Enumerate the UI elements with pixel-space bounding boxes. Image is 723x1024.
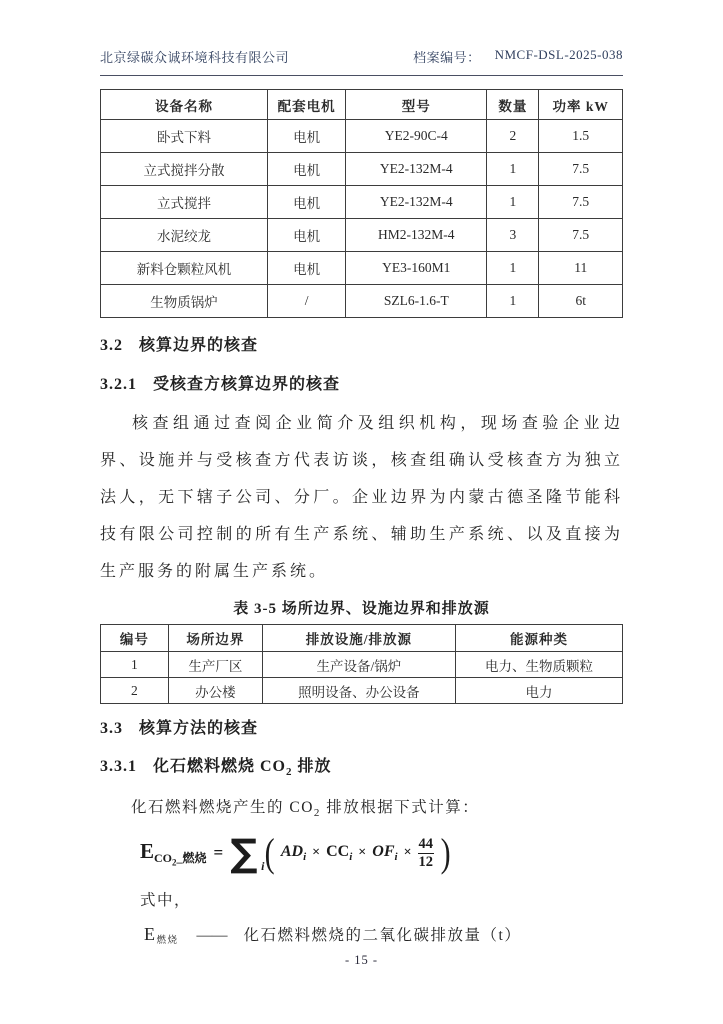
page-number: - 15 - (344, 953, 379, 967)
table-cell: 水泥绞龙 (101, 219, 268, 252)
table-cell: 7.5 (539, 153, 623, 186)
archive-label: 档案编号： (413, 50, 481, 65)
table-cell: 电机 (268, 252, 346, 285)
boundary-table (100, 624, 623, 704)
column-header: 数量 (487, 90, 539, 120)
term-AD: $AD_i$ (280, 843, 307, 864)
table-header-row (101, 90, 623, 120)
column-header: 型号 (346, 90, 487, 120)
section-title: 化石燃料燃烧 $CO_2$ 排放 (153, 758, 332, 779)
section-number: 3.3 (100, 720, 123, 737)
close-paren: ) (440, 830, 451, 876)
table-cell: 11 (539, 252, 623, 285)
table-row (101, 652, 623, 678)
column-header: 排放设施/排放源 (262, 625, 455, 652)
open-paren: ( (264, 830, 275, 876)
archive-number-group (413, 47, 623, 66)
times-sign: × (403, 845, 412, 861)
table-cell: SZL6-1.6-T (346, 285, 487, 318)
table-cell: YE2-132M-4 (346, 186, 487, 219)
column-header: 场所边界 (168, 625, 262, 652)
co2-combustion-formula (140, 825, 623, 881)
table-cell: 3 (487, 219, 539, 252)
table-cell: 1.5 (539, 120, 623, 153)
section-title: 核算方法的核查 (139, 720, 259, 737)
table-cell: 办公楼 (168, 678, 262, 704)
symbol-e-combustion: E燃烧 (144, 924, 179, 947)
term-OF: $OF_i$ (372, 843, 398, 864)
section-heading-3-3 (100, 717, 623, 741)
section-heading-3-3-1 (100, 755, 623, 784)
table-cell: 生产设备/锅炉 (262, 652, 455, 678)
table-cell: 电力、生物质颗粒 (455, 652, 622, 678)
table-row (101, 120, 623, 153)
summation-symbol: ∑ i (230, 831, 265, 876)
table-row (101, 285, 623, 318)
table-cell: 立式搅拌分散 (101, 153, 268, 186)
table-cell: / (268, 285, 346, 318)
table-cell: 7.5 (539, 219, 623, 252)
table-cell: YE2-90C-4 (346, 120, 487, 153)
body-paragraph: 核查组通过查阅企业简介及组织机构，现场查验企业边界、设施并与受核查方代表访谈，核查组确认受核查方为独立法人，无下辖子公司、分厂。企业边界为内蒙古德圣隆节能科技有限公司控制的所有生产系统、辅助生产系统、以及直接为生产服务的附属生产系统。 (100, 415, 623, 580)
table-row (101, 219, 623, 252)
table-cell: 2 (487, 120, 539, 153)
table-cell: 1 (487, 252, 539, 285)
table-cell: 6t (539, 285, 623, 318)
table-row (101, 252, 623, 285)
column-header: 编号 (101, 625, 169, 652)
table-cell: 电机 (268, 186, 346, 219)
section-title: 核算边界的核查 (139, 337, 259, 354)
symbol-definition (144, 923, 623, 945)
table-cell: HM2-132M-4 (346, 219, 487, 252)
table-row (101, 678, 623, 704)
equals-sign: = (213, 843, 224, 863)
column-header: 配套电机 (268, 90, 346, 120)
table-row (101, 186, 623, 219)
table-cell: YE2-132M-4 (346, 153, 487, 186)
table-cell: 立式搅拌 (101, 186, 268, 219)
formula-lhs: $E_{CO_2\_燃烧}$ (140, 838, 207, 868)
where-label: 式中， (140, 892, 192, 910)
times-sign: × (312, 845, 321, 861)
section-number: 3.2 (100, 337, 123, 354)
archive-number: NMCF-DSL-2025-038 (494, 47, 623, 62)
section-title: 受核查方核算边界的核查 (153, 376, 341, 393)
fraction-44-12: $\frac{44}{12}$ (418, 836, 434, 870)
table-cell: 电机 (268, 120, 346, 153)
table-cell: 电力 (455, 678, 622, 704)
table-cell: 新料仓颗粒风机 (101, 252, 268, 285)
page-header (100, 0, 623, 76)
table-cell: 1 (487, 186, 539, 219)
table-cell: 卧式下料 (101, 120, 268, 153)
table-cell: 生产厂区 (168, 652, 262, 678)
column-header: 能源种类 (455, 625, 622, 652)
definition-dash: —— (196, 927, 228, 945)
table-cell: 1 (101, 652, 169, 678)
table-3-5-caption: 表 3-5 场所边界、设施边界和排放源 (233, 601, 490, 617)
times-sign: × (358, 845, 367, 861)
column-header: 设备名称 (101, 90, 268, 120)
definition-text: 化石燃料燃烧的二氧化碳排放量（t） (243, 927, 522, 945)
equipment-table (100, 89, 623, 318)
section-heading-3-2-1 (100, 373, 623, 397)
table-header-row (101, 625, 623, 652)
content-area (100, 0, 623, 945)
table-cell: YE3-160M1 (346, 252, 487, 285)
table-cell: 2 (101, 678, 169, 704)
section-number: 3.3.1 (100, 758, 137, 775)
formula-intro: 化石燃料燃烧产生的 $CO_2$ 排放根据下式计算： (131, 799, 480, 820)
section-number: 3.2.1 (100, 376, 137, 393)
table-cell: 1 (487, 153, 539, 186)
table-cell: 电机 (268, 219, 346, 252)
table-row (101, 153, 623, 186)
term-CC: $CC_i$ (326, 843, 353, 864)
table-cell: 1 (487, 285, 539, 318)
table-cell: 照明设备、办公设备 (262, 678, 455, 704)
section-heading-3-2 (100, 334, 623, 358)
table-cell: 电机 (268, 153, 346, 186)
table-cell: 生物质锅炉 (101, 285, 268, 318)
column-header: 功率 kW (539, 90, 623, 120)
company-name: 北京绿碳众诚环境科技有限公司 (100, 50, 290, 65)
table-cell: 7.5 (539, 186, 623, 219)
